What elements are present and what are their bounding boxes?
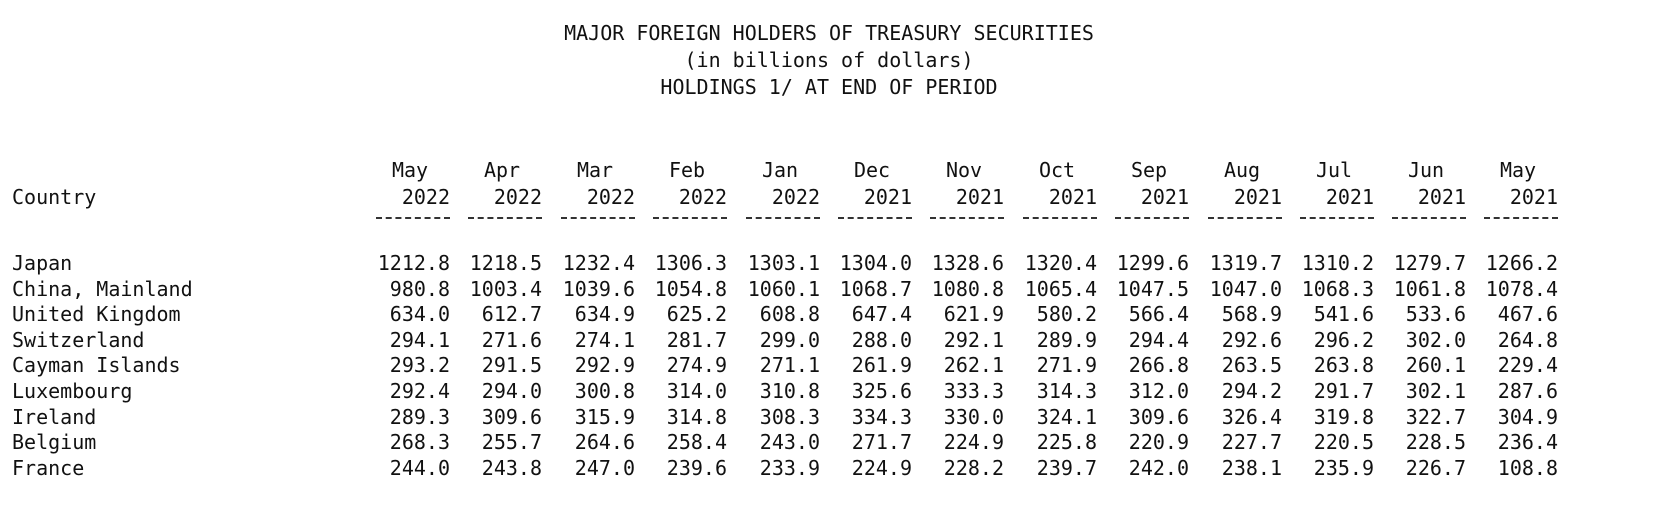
holding-value: 271.6 <box>481 328 542 352</box>
period-year: 2022 <box>586 185 635 209</box>
country-name: Belgium <box>12 430 97 454</box>
holding-value: 308.3 <box>759 405 820 429</box>
holding-value: 1054.8 <box>654 277 727 301</box>
holding-value: 268.3 <box>389 430 450 454</box>
holding-value: 1039.6 <box>562 277 635 301</box>
holding-value: 322.7 <box>1405 405 1466 429</box>
period-header <box>1478 157 1558 225</box>
period-year: 2022 <box>401 185 450 209</box>
holding-value: 1279.7 <box>1393 251 1466 275</box>
table-row <box>0 327 1658 353</box>
table-row <box>0 404 1658 430</box>
holding-value: 1232.4 <box>562 251 635 275</box>
holding-value: 258.4 <box>666 430 727 454</box>
holding-value: 1266.2 <box>1485 251 1558 275</box>
holding-value: 309.6 <box>1128 405 1189 429</box>
title-line-period: HOLDINGS 1/ AT END OF PERIOD <box>660 75 998 99</box>
holding-value: 289.9 <box>1036 328 1097 352</box>
country-name: Ireland <box>12 405 97 429</box>
holding-value: 271.9 <box>1036 353 1097 377</box>
holding-value: 288.0 <box>851 328 912 352</box>
holding-value: 264.8 <box>1497 328 1558 352</box>
header-divider <box>653 217 727 225</box>
header-divider <box>561 217 635 225</box>
holding-value: 235.9 <box>1313 456 1374 480</box>
holding-value: 220.9 <box>1128 430 1189 454</box>
header-divider <box>1484 217 1558 225</box>
holding-value: 239.7 <box>1036 456 1097 480</box>
holding-value: 326.4 <box>1221 405 1282 429</box>
holding-value: 296.2 <box>1313 328 1374 352</box>
period-year: 2021 <box>1325 185 1374 209</box>
holding-value: 1068.7 <box>839 277 912 301</box>
holding-value: 1080.8 <box>931 277 1004 301</box>
holding-value: 634.0 <box>389 302 450 326</box>
header-divider <box>1023 217 1097 225</box>
period-header <box>1386 157 1466 225</box>
holding-value: 647.4 <box>851 302 912 326</box>
holding-value: 608.8 <box>759 302 820 326</box>
holding-value: 1065.4 <box>1024 277 1097 301</box>
holding-value: 1304.0 <box>839 251 912 275</box>
period-year: 2021 <box>955 185 1004 209</box>
holding-value: 220.5 <box>1313 430 1374 454</box>
period-month: Sep <box>1130 158 1168 182</box>
table-row <box>0 378 1658 404</box>
holding-value: 224.9 <box>943 430 1004 454</box>
holding-value: 580.2 <box>1036 302 1097 326</box>
holding-value: 287.6 <box>1497 379 1558 403</box>
header-divider <box>746 217 820 225</box>
title-line-main: MAJOR FOREIGN HOLDERS OF TREASURY SECURITIES <box>564 21 1094 45</box>
holding-value: 294.1 <box>389 328 450 352</box>
period-header <box>647 157 727 225</box>
header-divider <box>1392 217 1466 225</box>
country-column-header: Country <box>12 185 97 209</box>
holding-value: 233.9 <box>759 456 820 480</box>
period-header <box>1017 157 1097 225</box>
period-year: 2022 <box>678 185 727 209</box>
holding-value: 292.1 <box>943 328 1004 352</box>
holding-value: 271.1 <box>759 353 820 377</box>
holding-value: 302.0 <box>1405 328 1466 352</box>
holding-value: 263.8 <box>1313 353 1374 377</box>
period-month: Dec <box>853 158 891 182</box>
table-row <box>0 429 1658 455</box>
holding-value: 325.6 <box>851 379 912 403</box>
header-divider <box>468 217 542 225</box>
holding-value: 274.1 <box>574 328 635 352</box>
holding-value: 1310.2 <box>1301 251 1374 275</box>
holding-value: 1299.6 <box>1116 251 1189 275</box>
table-row <box>0 352 1658 378</box>
header-divider <box>838 217 912 225</box>
holding-value: 1320.4 <box>1024 251 1097 275</box>
period-header <box>1109 157 1189 225</box>
table-row <box>0 250 1658 276</box>
period-header <box>462 157 542 225</box>
country-name: Luxembourg <box>12 379 133 403</box>
period-year: 2021 <box>1417 185 1466 209</box>
holding-value: 292.6 <box>1221 328 1282 352</box>
table-row <box>0 301 1658 327</box>
holding-value: 1047.5 <box>1116 277 1189 301</box>
report-title <box>0 20 1658 101</box>
holding-value: 229.4 <box>1497 353 1558 377</box>
country-name: Switzerland <box>12 328 145 352</box>
holding-value: 1061.8 <box>1393 277 1466 301</box>
holding-value: 262.1 <box>943 353 1004 377</box>
holding-value: 621.9 <box>943 302 1004 326</box>
holding-value: 310.8 <box>759 379 820 403</box>
holding-value: 281.7 <box>666 328 727 352</box>
holding-value: 255.7 <box>481 430 542 454</box>
period-year: 2021 <box>863 185 912 209</box>
holding-value: 312.0 <box>1128 379 1189 403</box>
period-month: May <box>1499 158 1537 182</box>
period-year: 2021 <box>1509 185 1558 209</box>
period-month: Oct <box>1038 158 1076 182</box>
holding-value: 315.9 <box>574 405 635 429</box>
holding-value: 260.1 <box>1405 353 1466 377</box>
holding-value: 263.5 <box>1221 353 1282 377</box>
holding-value: 1078.4 <box>1485 277 1558 301</box>
period-header <box>1202 157 1282 225</box>
holding-value: 1212.8 <box>377 251 450 275</box>
holding-value: 266.8 <box>1128 353 1189 377</box>
holding-value: 236.4 <box>1497 430 1558 454</box>
holding-value: 625.2 <box>666 302 727 326</box>
period-year: 2022 <box>493 185 542 209</box>
holding-value: 239.6 <box>666 456 727 480</box>
holding-value: 634.9 <box>574 302 635 326</box>
period-month: May <box>391 158 429 182</box>
period-year: 2021 <box>1233 185 1282 209</box>
country-name: Japan <box>12 251 73 275</box>
holding-value: 566.4 <box>1128 302 1189 326</box>
period-month: Feb <box>668 158 706 182</box>
period-month: Apr <box>483 158 521 182</box>
period-month: Nov <box>945 158 983 182</box>
holding-value: 294.2 <box>1221 379 1282 403</box>
period-header <box>370 157 450 225</box>
holding-value: 1003.4 <box>469 277 542 301</box>
holding-value: 1306.3 <box>654 251 727 275</box>
holding-value: 541.6 <box>1313 302 1374 326</box>
header-divider <box>1115 217 1189 225</box>
holding-value: 568.9 <box>1221 302 1282 326</box>
holding-value: 324.1 <box>1036 405 1097 429</box>
period-month: Jun <box>1407 158 1445 182</box>
holding-value: 314.0 <box>666 379 727 403</box>
header-divider <box>1300 217 1374 225</box>
holding-value: 289.3 <box>389 405 450 429</box>
holding-value: 271.7 <box>851 430 912 454</box>
holding-value: 300.8 <box>574 379 635 403</box>
country-name: France <box>12 456 85 480</box>
country-name: China, Mainland <box>12 277 193 301</box>
holding-value: 238.1 <box>1221 456 1282 480</box>
period-month: Jul <box>1315 158 1353 182</box>
holding-value: 533.6 <box>1405 302 1466 326</box>
holding-value: 302.1 <box>1405 379 1466 403</box>
holding-value: 261.9 <box>851 353 912 377</box>
holding-value: 228.5 <box>1405 430 1466 454</box>
holding-value: 108.8 <box>1497 456 1558 480</box>
holding-value: 291.7 <box>1313 379 1374 403</box>
holding-value: 612.7 <box>481 302 542 326</box>
holding-value: 243.8 <box>481 456 542 480</box>
holding-value: 330.0 <box>943 405 1004 429</box>
header-divider <box>1208 217 1282 225</box>
country-name: United Kingdom <box>12 302 181 326</box>
holding-value: 333.3 <box>943 379 1004 403</box>
period-month: Mar <box>576 158 614 182</box>
holding-value: 243.0 <box>759 430 820 454</box>
holding-value: 314.8 <box>666 405 727 429</box>
holding-value: 309.6 <box>481 405 542 429</box>
table-row <box>0 276 1658 302</box>
period-year: 2022 <box>771 185 820 209</box>
holding-value: 980.8 <box>389 277 450 301</box>
holding-value: 1319.7 <box>1209 251 1282 275</box>
holding-value: 294.0 <box>481 379 542 403</box>
holding-value: 293.2 <box>389 353 450 377</box>
holding-value: 274.9 <box>666 353 727 377</box>
country-name: Cayman Islands <box>12 353 181 377</box>
holding-value: 1303.1 <box>747 251 820 275</box>
holding-value: 1328.6 <box>931 251 1004 275</box>
period-year: 2021 <box>1140 185 1189 209</box>
holding-value: 314.3 <box>1036 379 1097 403</box>
holding-value: 227.7 <box>1221 430 1282 454</box>
holding-value: 1047.0 <box>1209 277 1282 301</box>
holding-value: 228.2 <box>943 456 1004 480</box>
holding-value: 292.4 <box>389 379 450 403</box>
holding-value: 264.6 <box>574 430 635 454</box>
period-month: Aug <box>1223 158 1261 182</box>
holding-value: 1060.1 <box>747 277 820 301</box>
period-month: Jan <box>761 158 799 182</box>
period-header <box>555 157 635 225</box>
table-row <box>0 455 1658 481</box>
header-divider <box>930 217 1004 225</box>
header-divider <box>376 217 450 225</box>
holding-value: 1068.3 <box>1301 277 1374 301</box>
holding-value: 294.4 <box>1128 328 1189 352</box>
title-line-units: (in billions of dollars) <box>684 48 974 72</box>
period-year: 2021 <box>1048 185 1097 209</box>
holding-value: 224.9 <box>851 456 912 480</box>
holding-value: 319.8 <box>1313 405 1374 429</box>
holding-value: 225.8 <box>1036 430 1097 454</box>
period-header <box>1294 157 1374 225</box>
holding-value: 1218.5 <box>469 251 542 275</box>
holding-value: 292.9 <box>574 353 635 377</box>
holding-value: 244.0 <box>389 456 450 480</box>
holding-value: 242.0 <box>1128 456 1189 480</box>
holding-value: 291.5 <box>481 353 542 377</box>
period-header <box>740 157 820 225</box>
holding-value: 304.9 <box>1497 405 1558 429</box>
holding-value: 299.0 <box>759 328 820 352</box>
holding-value: 334.3 <box>851 405 912 429</box>
period-header <box>832 157 912 225</box>
holding-value: 467.6 <box>1497 302 1558 326</box>
holding-value: 226.7 <box>1405 456 1466 480</box>
holding-value: 247.0 <box>574 456 635 480</box>
period-header <box>924 157 1004 225</box>
